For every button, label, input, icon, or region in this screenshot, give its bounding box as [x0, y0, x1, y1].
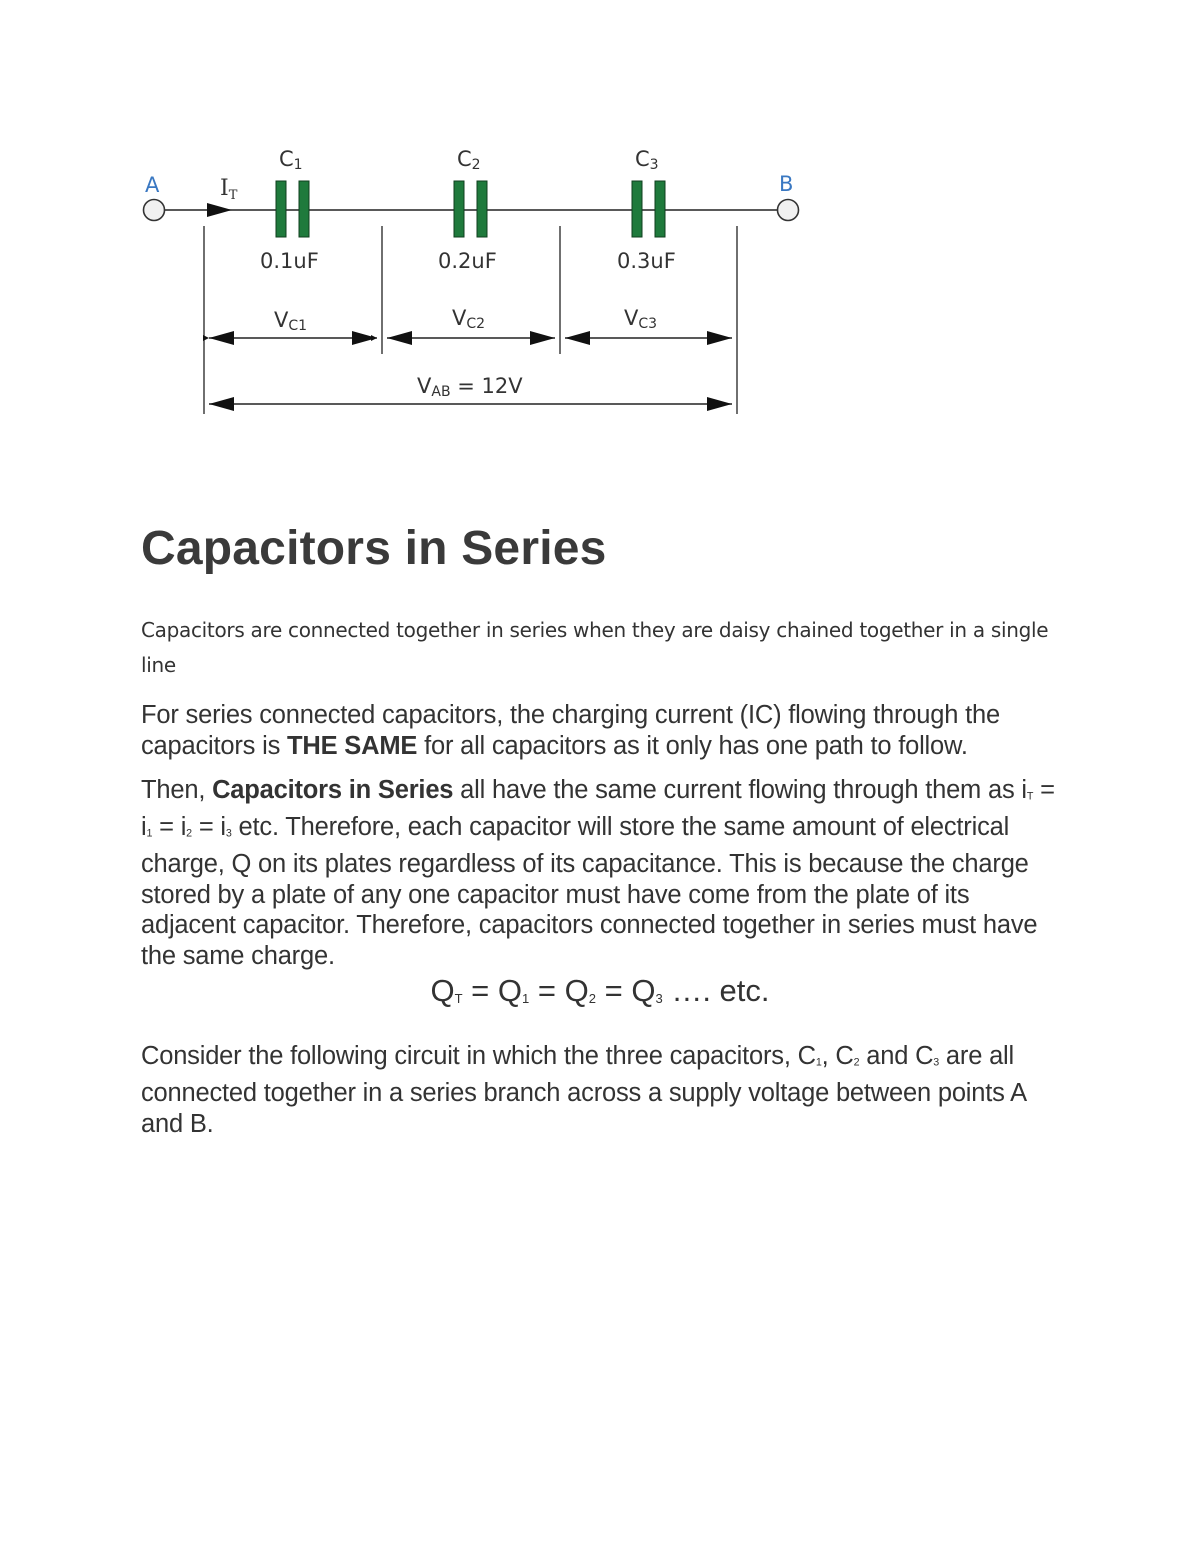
- voltage-label-vc3: VC3: [624, 306, 658, 332]
- capacitor-c1-plate-left: [276, 181, 286, 237]
- node-label-a: A: [145, 173, 160, 197]
- terminal-a: [144, 200, 165, 221]
- arrowhead-vab-right: [707, 397, 732, 411]
- emphasis-capacitors-in-series: Capacitors in Series: [212, 776, 454, 804]
- voltage-label-vab: VAB = 12V: [417, 374, 523, 400]
- voltage-label-vc1: VC1: [274, 308, 308, 334]
- node-label-b: B: [779, 172, 794, 196]
- intro-paragraph: Capacitors are connected together in series when they are daisy chained together in a single line: [141, 618, 1049, 677]
- arrowhead-vab-left: [209, 397, 234, 411]
- capacitor-c2-value: 0.2uF: [438, 249, 497, 273]
- capacitor-c3-label: C3: [635, 147, 659, 173]
- capacitor-c3-plate-left: [632, 181, 642, 237]
- capacitor-c2-label: C2: [457, 147, 481, 173]
- voltage-label-vc2: VC2: [452, 306, 486, 332]
- capacitor-c2-plate-left: [454, 181, 464, 237]
- capacitor-c3-value: 0.3uF: [617, 249, 676, 273]
- capacitor-c1-label: C1: [279, 147, 303, 173]
- capacitor-c1-plate-right: [299, 181, 309, 237]
- current-direction-arrow: [207, 203, 232, 217]
- arrowhead-vc2-right: [530, 331, 555, 345]
- capacitor-c1-value: 0.1uF: [260, 249, 319, 273]
- arrowhead-vc1-left: [209, 331, 234, 345]
- series-capacitor-circuit-diagram: [0, 0, 1200, 440]
- capacitor-c2-plate-right: [477, 181, 487, 237]
- arrowhead-vc1-right: [352, 331, 377, 345]
- charge-equation: QT = Q1 = Q2 = Q3 …. etc.: [430, 973, 770, 1008]
- arrowhead-vc2-left: [387, 331, 412, 345]
- arrowhead-vc3-right: [707, 331, 732, 345]
- paragraph-charging-current: For series connected capacitors, the charging current (IC) flowing through the capacitors is THE SAME for all capacitors as it only has one path to follow.: [141, 701, 1000, 760]
- terminal-b: [778, 200, 799, 221]
- page-title: Capacitors in Series: [141, 522, 607, 575]
- paragraph-same-current: Then, Capacitors in Series all have the same current flowing through them as iT = i1 = i2 = i3 etc. Therefore, each capacitor will store the same amount of electrical charge, Q on its plates regardless of its capacitance. This is because the charge stored by a plate of any one capacitor must have come from the plate of its adjacent capacitor. Therefore, capacitors connected together in series must have the same charge.: [141, 776, 1055, 970]
- capacitor-c3-plate-right: [655, 181, 665, 237]
- paragraph-consider-circuit: Consider the following circuit in which the three capacitors, C1, C2 and C3 are all connected together in a series branch across a supply voltage between points A and B.: [141, 1042, 1026, 1138]
- arrowhead-vc3-left: [565, 331, 590, 345]
- emphasis-the-same: THE SAME: [287, 731, 418, 760]
- current-label: IT: [220, 176, 238, 203]
